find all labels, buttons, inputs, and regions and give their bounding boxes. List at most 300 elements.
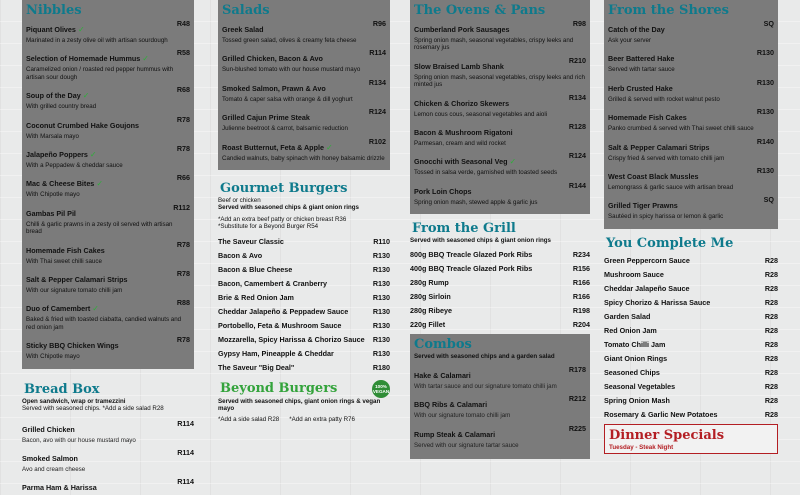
menu-item-name: Selection of Homemade Hummus (26, 54, 140, 63)
menu-item-price: R28 (765, 284, 778, 293)
menu-item-title (26, 298, 99, 316)
menu-item-price: R110 (373, 237, 390, 246)
menu-item-description: With our signature tomato chilli jam (414, 412, 586, 419)
menu-item-name: Grilled Tiger Prawns (608, 201, 678, 210)
menu-item-price: R180 (373, 363, 390, 372)
menu-item-row (22, 419, 194, 437)
menu-item-name: Homemade Fish Cakes (608, 113, 687, 122)
menu-item-description: Parmesan, cream and wild rocket (414, 140, 586, 147)
menu-item (218, 307, 390, 316)
bread-list (22, 419, 194, 495)
menu-item-row (22, 448, 194, 466)
menu-item-name: Mac & Cheese Bites (26, 179, 94, 188)
menu-item-name: Gambas Pil Pil (26, 209, 76, 218)
menu-item (604, 382, 778, 391)
menu-item (222, 107, 386, 132)
menu-item-name: Sticky BBQ Chicken Wings (26, 341, 119, 350)
column-3 (410, 0, 590, 400)
menu-item (604, 270, 778, 279)
menu-item (410, 278, 590, 287)
menu-item-name: Giant Onion Rings (604, 354, 667, 363)
menu-item-price: R130 (373, 293, 390, 302)
menu-item-title (22, 448, 78, 466)
menu-item-title (222, 137, 333, 155)
menu-item-description: Chilli & garlic prawns in a zesty oil served with artisan bread (26, 221, 190, 236)
menu-item (410, 250, 590, 259)
menu-item-title (608, 78, 673, 96)
nibbles-list (26, 19, 190, 361)
menu-item-title (222, 48, 323, 66)
section-title: From the Grill (410, 220, 590, 237)
shores-list (608, 19, 774, 221)
menu-item-title (414, 93, 509, 111)
menu-item-name: Gnocchi with Seasonal Veg (414, 157, 507, 166)
grill-section (410, 220, 590, 328)
menu-item (414, 424, 586, 449)
menu-item-price: R225 (569, 424, 586, 433)
menu-item (222, 48, 386, 73)
menu-item-name: Red Onion Jam (604, 326, 657, 335)
menu-item-price: R28 (765, 410, 778, 419)
menu-item-price: R28 (765, 396, 778, 405)
menu-item-description: Bacon, avo with our house mustard mayo (22, 437, 194, 444)
menu-item-description: Grilled & served with rocket walnut pesto (608, 96, 774, 103)
vegan-check-icon: ✓ (83, 91, 90, 100)
menu-item-price: R48 (177, 19, 190, 28)
menu-item-row (608, 195, 774, 213)
menu-item (604, 284, 778, 293)
menu-item-name: Portobello, Feta & Mushroom Sauce (218, 321, 341, 330)
combos-list (414, 365, 586, 449)
menu-item-name: Duo of Camembert (26, 304, 90, 313)
menu-item-price: R130 (757, 78, 774, 87)
salads-list (222, 19, 386, 162)
menu-item-row (608, 107, 774, 125)
menu-item-title (608, 48, 674, 66)
grill-list (410, 250, 590, 329)
menu-item-row (26, 298, 190, 316)
menu-item-description: Baked & fried with toasted ciabatta, candied walnuts and red onion jam (26, 316, 190, 331)
menu-item (26, 173, 190, 198)
menu-item (218, 251, 390, 260)
menu-item-title (414, 151, 516, 169)
menu-item-row (222, 107, 386, 125)
menu-item (26, 298, 190, 331)
menu-item-title (414, 122, 513, 140)
vegan-check-icon: ✓ (142, 54, 149, 63)
menu-item-name: Brie & Red Onion Jam (218, 293, 294, 302)
section-note: Served with seasoned chips and a garden salad (414, 353, 586, 360)
menu-item-price: R210 (569, 56, 586, 65)
column-2 (218, 0, 390, 400)
menu-item (410, 306, 590, 315)
vegan-check-icon: ✓ (90, 150, 97, 159)
menu-item-price: SQ (764, 195, 774, 204)
menu-item-name: Homemade Fish Cakes (26, 246, 105, 255)
section-title: Nibbles (26, 2, 190, 19)
menu-item-description: Sun-blushed tomato with our house mustard mayo (222, 66, 386, 73)
menu-item-price: R130 (373, 349, 390, 358)
menu-item-row (222, 48, 386, 66)
menu-item (414, 394, 586, 419)
section-note: Served with seasoned chips & giant onion rings (410, 237, 590, 244)
menu-item-price: R166 (573, 292, 590, 301)
menu-item-title (414, 365, 471, 383)
section-note: Served with seasoned chips & giant onion rings (218, 204, 390, 211)
menu-item-name: The Saveur "Big Deal" (218, 363, 294, 372)
section-note: Served with seasoned chips, giant onion rings & vegan mayo (218, 398, 390, 413)
menu-item (604, 298, 778, 307)
menu-item-name: Coconut Crumbed Hake Goujons (26, 121, 139, 130)
nibbles-section (22, 0, 194, 369)
menu-item-description: Tossed in salsa verde, garnished with toasted seeds (414, 169, 586, 176)
menu-item (22, 448, 194, 473)
menu-item-price: R166 (573, 278, 590, 287)
menu-item-name: Chicken & Chorizo Skewers (414, 99, 509, 108)
section-note: *Add an extra beef patty or chicken breast R36 (218, 216, 390, 223)
menu-item-row (222, 137, 386, 155)
menu-item (608, 19, 774, 44)
menu-item-description: Served with tartar sauce (608, 66, 774, 73)
menu-item (604, 410, 778, 419)
menu-item-title (26, 335, 119, 353)
menu-item-title (414, 56, 504, 74)
menu-item-row (608, 166, 774, 184)
menu-item-description: Tomato & caper salsa with orange & dill yoghurt (222, 96, 386, 103)
menu-item-name: BBQ Ribs & Calamari (414, 400, 487, 409)
menu-item-name: 220g Fillet (410, 320, 445, 329)
menu-item-price: R78 (177, 269, 190, 278)
menu-item-description: Crispy fried & served with tomato chilli jam (608, 155, 774, 162)
menu-item-price: R134 (369, 78, 386, 87)
menu-item-title (222, 107, 310, 125)
menu-item (218, 363, 390, 372)
menu-item (608, 78, 774, 103)
menu-item-name: 400g BBQ Treacle Glazed Pork Ribs (410, 264, 532, 273)
menu-item-price: R130 (373, 265, 390, 274)
menu-item (218, 335, 390, 344)
menu-item-description: Spring onion mash, seasonal vegetables, crispy leeks and rich minted jus (414, 74, 586, 89)
menu-item-row (22, 477, 194, 495)
menu-item-price: R66 (177, 173, 190, 182)
menu-item-description: Panko crumbed & served with Thai sweet chilli sauce (608, 125, 774, 132)
menu-item (410, 292, 590, 301)
menu-item-description: With Chipotle mayo (26, 353, 190, 360)
menu-item-name: Greek Salad (222, 25, 264, 34)
menu-item-title (414, 19, 509, 37)
menu-item-name: Bacon & Avo (218, 251, 262, 260)
section-title: From the Shores (608, 2, 774, 19)
menu-item-name: 280g Ribeye (410, 306, 452, 315)
menu-item-title (26, 19, 85, 37)
menu-item-name: 800g BBQ Treacle Glazed Pork Ribs (410, 250, 532, 259)
menu-item (414, 365, 586, 390)
menu-item-row (608, 48, 774, 66)
menu-item-price: R130 (373, 307, 390, 316)
menu-item-price: R130 (373, 279, 390, 288)
menu-item-title (414, 424, 495, 442)
menu-item (608, 137, 774, 162)
menu-item-name: Parma Ham & Harissa (22, 483, 97, 492)
menu-item-name: Cheddar Jalapeño Sauce (604, 284, 689, 293)
menu-item-price: R114 (177, 448, 194, 457)
menu-item-price: R28 (765, 382, 778, 391)
menu-item-name: Hake & Calamari (414, 371, 471, 380)
menu-item-title (608, 166, 699, 184)
menu-item (608, 48, 774, 73)
menu-item-title (26, 85, 89, 103)
menu-item-price: R178 (569, 365, 586, 374)
menu-item (218, 293, 390, 302)
menu-item (26, 48, 190, 81)
menu-item-price: R102 (369, 137, 386, 146)
column-4 (604, 0, 778, 400)
menu-item-title (22, 477, 97, 495)
section-title: Gourmet Burgers (218, 180, 390, 197)
menu-item-row (414, 181, 586, 199)
menu-item-row (26, 240, 190, 258)
menu-item-row (26, 19, 190, 37)
vegan-check-icon: ✓ (78, 25, 85, 34)
bread-box-section (22, 381, 194, 495)
menu-item-price: R124 (369, 107, 386, 116)
menu-item-title (414, 181, 472, 199)
menu-item-name: Spicy Chorizo & Harissa Sauce (604, 298, 710, 307)
menu-item-name: Mushroom Sauce (604, 270, 664, 279)
menu-item-price: R68 (177, 85, 190, 94)
menu-item-price: R88 (177, 298, 190, 307)
section-title: Bread Box (22, 381, 194, 398)
menu-item-name: Seasoned Chips (604, 368, 660, 377)
menu-item-title (26, 203, 76, 221)
menu-item-description: Ask your server (608, 37, 774, 44)
menu-item-price: R124 (569, 151, 586, 160)
menu-item (26, 269, 190, 294)
menu-item-description: Julienne beetroot & carrot, balsamic reduction (222, 125, 386, 132)
burgers-list (218, 237, 390, 372)
menu-item-name: Smoked Salmon (22, 454, 78, 463)
menu-item-description: Sautéed in spicy harissa or lemon & garlic (608, 213, 774, 220)
menu-item-description: Avo and cream cheese (22, 466, 194, 473)
menu-item-description: Lemongrass & garlic sauce with artisan bread (608, 184, 774, 191)
menu-item (222, 137, 386, 162)
menu-item-description: Tossed green salad, olives & creamy feta cheese (222, 37, 386, 44)
menu-item (26, 335, 190, 360)
menu-item-row (414, 122, 586, 140)
menu-item-row (26, 144, 190, 162)
menu-item-name: Piquant Olives (26, 25, 76, 34)
menu-item (26, 203, 190, 236)
ovens-section (410, 0, 590, 214)
menu-item-row (414, 365, 586, 383)
menu-item (218, 349, 390, 358)
menu-item (22, 477, 194, 495)
menu-item (26, 85, 190, 110)
salads-section (218, 0, 390, 170)
menu-item-price: R96 (373, 19, 386, 28)
menu-item-name: Smoked Salmon, Prawn & Avo (222, 84, 326, 93)
menu-item (218, 321, 390, 330)
section-title: Combos (414, 336, 586, 353)
menu-item-price: R28 (765, 326, 778, 335)
menu-item-price: R112 (173, 203, 190, 212)
vegan-check-icon: ✓ (92, 304, 99, 313)
menu-item-title (222, 19, 264, 37)
menu-item-name: Grilled Chicken (22, 425, 75, 434)
menu-item (218, 265, 390, 274)
menu-item-description: Lemon cous cous, seasonal vegetables and aioli (414, 111, 586, 118)
menu-item (414, 56, 586, 89)
menu-item (414, 151, 586, 176)
menu-item-name: Tomato Chilli Jam (604, 340, 665, 349)
menu-item (604, 340, 778, 349)
menu-item-description: With grilled country bread (26, 103, 190, 110)
menu-item-price: R78 (177, 240, 190, 249)
section-title: Dinner Specials (609, 427, 773, 444)
menu-item (414, 19, 586, 52)
menu-item-description: With tartar sauce and our signature tomato chilli jam (414, 383, 586, 390)
menu-item-description: With Marsala mayo (26, 133, 190, 140)
menu-item-description: Candied walnuts, baby spinach with honey balsamic drizzle (222, 155, 386, 162)
menu-item-name: West Coast Black Mussles (608, 172, 699, 181)
menu-item-name: Beer Battered Hake (608, 54, 674, 63)
menu-item (22, 419, 194, 444)
menu-item-price: R98 (573, 19, 586, 28)
menu-item (414, 181, 586, 206)
menu-item-description: With a Peppadew & cheddar sauce (26, 162, 190, 169)
menu-item-name: Green Peppercorn Sauce (604, 256, 690, 265)
menu-item-price: R140 (757, 137, 774, 146)
menu-item-title (26, 240, 105, 258)
menu-item-row (608, 78, 774, 96)
menu-item-description: Spring onion mash, seasonal vegetables, crispy leeks and rosemary jus (414, 37, 586, 52)
menu-item-name: Salt & Pepper Calamari Strips (608, 143, 709, 152)
menu-item-row (414, 56, 586, 74)
menu-item (26, 19, 190, 44)
menu-item-price: R204 (573, 320, 590, 329)
menu-item-price: R130 (757, 48, 774, 57)
menu-item-name: Jalapeño Poppers (26, 150, 88, 159)
section-title: The Ovens & Pans (414, 2, 586, 19)
menu-item (604, 354, 778, 363)
menu-item-price: R128 (569, 122, 586, 131)
menu-item-name: Grilled Cajun Prime Steak (222, 113, 310, 122)
menu-item-price: R28 (765, 368, 778, 377)
shores-section (604, 0, 778, 229)
menu-item (222, 78, 386, 103)
menu-item-price: R78 (177, 335, 190, 344)
menu-item (218, 237, 390, 246)
section-note: Open sandwich, wrap or tramezzini (22, 398, 194, 405)
menu-item-row (222, 19, 386, 37)
menu-item-price: R28 (765, 298, 778, 307)
menu-item-row (26, 85, 190, 103)
menu-item-name: The Saveur Classic (218, 237, 284, 246)
menu-item (604, 368, 778, 377)
column-1 (22, 0, 194, 400)
section-note: Served with seasoned chips. *Add a side salad R28 (22, 405, 194, 412)
menu-item-price: R28 (765, 270, 778, 279)
dinner-specials-section (604, 424, 778, 454)
menu-item-name: Cheddar Jalapeño & Peppadew Sauce (218, 307, 348, 316)
combos-section (410, 334, 590, 460)
menu-item-name: Herb Crusted Hake (608, 84, 673, 93)
menu-item (26, 115, 190, 140)
menu-item-name: Bacon, Camembert & Cranberry (218, 279, 327, 288)
menu-item (604, 256, 778, 265)
menu-item-name: Grilled Chicken, Bacon & Avo (222, 54, 323, 63)
menu-item-name: Garden Salad (604, 312, 650, 321)
menu-item-price: R114 (369, 48, 386, 57)
menu-item-row (222, 78, 386, 96)
menu-item (604, 312, 778, 321)
menu-item-price: R198 (573, 306, 590, 315)
section-title: You Complete Me (604, 235, 778, 252)
menu-item-description: With Thai sweet chilli sauce (26, 258, 190, 265)
menu-item (222, 19, 386, 44)
menu-item-title (608, 195, 678, 213)
menu-item-name: Roast Butternut, Feta & Apple (222, 143, 324, 152)
menu-item-price: R28 (765, 354, 778, 363)
menu-item-name: Cumberland Pork Sausages (414, 25, 509, 34)
menu-item-title (414, 394, 487, 412)
menu-item-name: 280g Sirloin (410, 292, 451, 301)
menu-item-description: With our signature tomato chilli jam (26, 287, 190, 294)
menu-item (410, 264, 590, 273)
menu-item-price: R58 (177, 48, 190, 57)
menu-item-name: Catch of the Day (608, 25, 665, 34)
complete-section (604, 235, 778, 419)
menu-item-title (26, 173, 103, 191)
menu-item-price: R134 (569, 93, 586, 102)
menu-item-row (26, 173, 190, 191)
menu-item-price: R156 (573, 264, 590, 273)
menu-item-title (26, 115, 139, 133)
menu-item (410, 320, 590, 329)
menu-item-row (26, 335, 190, 353)
vegan-check-icon: ✓ (509, 157, 516, 166)
menu-item-name: Slow Braised Lamb Shank (414, 62, 504, 71)
menu-item-title (222, 78, 326, 96)
menu-item (26, 144, 190, 169)
menu-item-description: Marinated in a zesty olive oil with artisan sourdough (26, 37, 190, 44)
menu-item-row (608, 137, 774, 155)
section-title: Salads (222, 2, 386, 19)
menu-item (26, 240, 190, 265)
menu-item-price: R130 (373, 335, 390, 344)
menu-item-price: R130 (757, 166, 774, 175)
menu-item (218, 279, 390, 288)
menu-item-row (26, 115, 190, 133)
section-note: *Add an extra patty R76 (289, 416, 355, 423)
burgers-section (218, 180, 390, 372)
vegan-badge: 100% VEGAN (372, 380, 390, 398)
menu-item-name: Mozzarella, Spicy Harissa & Chorizo Sauce (218, 335, 365, 344)
menu-item-row (414, 151, 586, 169)
complete-list (604, 256, 778, 419)
menu-item-name: Salt & Pepper Calamari Strips (26, 275, 127, 284)
menu-item (608, 195, 774, 220)
section-note: Beef or chicken (218, 197, 390, 204)
menu-item-price: R28 (765, 256, 778, 265)
menu-item-description: Spring onion mash, stewed apple & garlic jus (414, 199, 586, 206)
menu-item-row (414, 394, 586, 412)
vegan-check-icon: ✓ (326, 143, 333, 152)
menu-item-description: Caramelized onion / roasted red pepper hummus with artisan sour dough (26, 66, 190, 81)
menu-item (604, 326, 778, 335)
menu-item-price: R212 (569, 394, 586, 403)
menu-item-row (26, 48, 190, 66)
